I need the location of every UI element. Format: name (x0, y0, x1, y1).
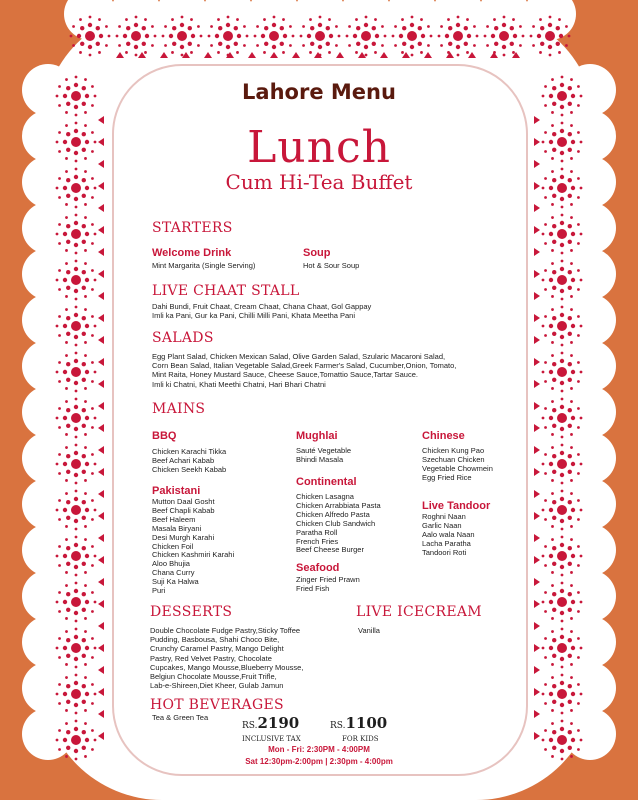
pakistani-list (152, 498, 234, 596)
adult-amount: 2190 (257, 714, 300, 732)
weekday-timing: Mon - Fri: 2:30PM - 4:00PM (268, 745, 370, 754)
mughlai-label: Mughlai (296, 430, 338, 442)
desserts-text: Double Chocolate Fudge Pastry,Sticky Toffee Pudding, Basbousa, Shahi Choco Bite, Crunchy Caramel Pastry, Mango Delight Pastry, Red Velvet Pastry, Chocolate Cupcakes, Mango Mousse,Blueberry Mousse, Belgiun Chocolate Mousse,Fruit Trifle, Lab-e-Shireen,Diet Kheer, Gulab Jamun (150, 626, 304, 691)
menu-item: Paratha Roll (296, 527, 338, 537)
desserts-heading: DESSERTS (150, 604, 233, 620)
menu-item: Masala Biryani (152, 523, 202, 533)
adult-price (242, 714, 299, 732)
menu-item: Puri (152, 586, 166, 596)
menu-item: Egg Fried Rice (422, 472, 472, 482)
welcome-drink-items: Mint Margarita (Single Serving) (152, 261, 256, 270)
kids-price (330, 714, 387, 732)
menu-item: Vegetable Chowmein (422, 463, 493, 473)
menu-item: Chicken Alfredo Pasta (296, 509, 370, 519)
icecream-heading: LIVE ICECREAM (356, 604, 482, 620)
adult-price-note: INCLUSIVE TAX (242, 735, 301, 743)
pakistani-label: Pakistani (152, 485, 201, 497)
menu-item: Desi Murgh Karahi (152, 532, 215, 542)
tandoor-list (422, 513, 475, 558)
menu-item: Chicken Lasagna (296, 492, 354, 501)
menu-item: Lacha Paratha (422, 538, 471, 548)
tandoor-label: Live Tandoor (422, 500, 491, 512)
beverages-items: Tea & Green Tea (152, 713, 209, 722)
icecream-items: Vanilla (358, 626, 380, 635)
adult-currency: RS. (242, 721, 258, 731)
menu-item: Mutton Daal Gosht (152, 497, 215, 506)
menu-item: Aloo Bhujia (152, 559, 190, 569)
menu-item: French Fries (296, 536, 339, 546)
salads-text: Egg Plant Salad, Chicken Mexican Salad, Olive Garden Salad, Szularic Macaroni Salad, Corn Bean Salad, Italian Vegetable Salad,Greek Farmer's Salad, Cucumber,Onion, Tomato, Mint Raita, Honey Mustard Sauce, Cheese Sauce,Tomattio Sauce,Tartar Sauce. Imli ki Chatni, Khati Meethi Chatni, Hari Bhari Chatni (152, 352, 457, 389)
chaat-heading: LIVE CHAAT STALL (152, 283, 300, 299)
continental-list (296, 493, 381, 555)
menu-item: Zinger Fried Prawn (296, 575, 360, 584)
soup-label: Soup (303, 247, 331, 259)
menu-item: Chicken Club Sandwich (296, 518, 376, 528)
menu-item: Chicken Arrabbiata Pasta (296, 500, 381, 510)
beverages-heading: HOT BEVERAGES (150, 697, 284, 713)
bbq-label: BBQ (152, 430, 177, 442)
kids-currency: RS. (330, 721, 346, 731)
kids-amount: 1100 (345, 714, 388, 732)
salads-heading: SALADS (152, 330, 214, 346)
bbq-list (152, 448, 226, 475)
menu-item: Chana Curry (152, 568, 195, 578)
welcome-drink-label: Welcome Drink (152, 247, 232, 259)
menu-item: Chicken Foil (152, 541, 194, 551)
menu-item: Beef Haleem (152, 514, 196, 524)
menu-item: Beef Achari Kabab (152, 455, 215, 465)
menu-item: Chicken Karachi Tikka (152, 447, 227, 456)
continental-label: Continental (296, 476, 357, 488)
menu-item: Suji Ka Halwa (152, 577, 199, 587)
menu-item: Aalo wala Naan (422, 529, 475, 539)
menu-item: Fried Fish (296, 583, 330, 593)
buffet-subtitle: Cum Hi-Tea Buffet (225, 170, 413, 194)
menu-item: Beef Cheese Burger (296, 545, 364, 555)
menu-title: Lahore Menu (242, 80, 396, 104)
chaat-text: Dahi Bundi, Fruit Chaat, Cream Chaat, Chana Chaat, Gol Gappay Imli ka Pani, Gur ka Pani, Chilli Milli Pani, Khata Meetha Pani (152, 302, 372, 321)
mughlai-list (296, 447, 351, 465)
seafood-label: Seafood (296, 562, 340, 574)
lunch-heading: Lunch (247, 122, 391, 173)
soup-items: Hot & Sour Soup (303, 261, 360, 270)
menu-item: Tandoori Roti (422, 547, 467, 557)
menu-item: Chicken Kung Pao (422, 446, 485, 455)
menu-item: Beef Chapli Kabab (152, 505, 215, 515)
kids-price-note: FOR KIDS (342, 735, 379, 743)
weekend-timing: Sat 12:30pm-2:00pm | 2:30pm - 4:00pm (245, 757, 393, 766)
chinese-label: Chinese (422, 430, 465, 442)
menu-item: Bhindi Masala (296, 454, 344, 464)
starters-heading: STARTERS (152, 220, 233, 236)
menu-item: Sauté Vegetable (296, 446, 352, 455)
mains-heading: MAINS (152, 401, 206, 417)
menu-item: Chicken Seekh Kabab (152, 464, 227, 474)
seafood-list (296, 576, 360, 594)
menu-item: Roghni Naan (422, 512, 466, 521)
menu-item: Chicken Kashmiri Karahi (152, 550, 235, 560)
chinese-list (422, 447, 493, 483)
menu-item: Szechuan Chicken (422, 454, 485, 464)
menu-item: Garlic Naan (422, 520, 462, 530)
